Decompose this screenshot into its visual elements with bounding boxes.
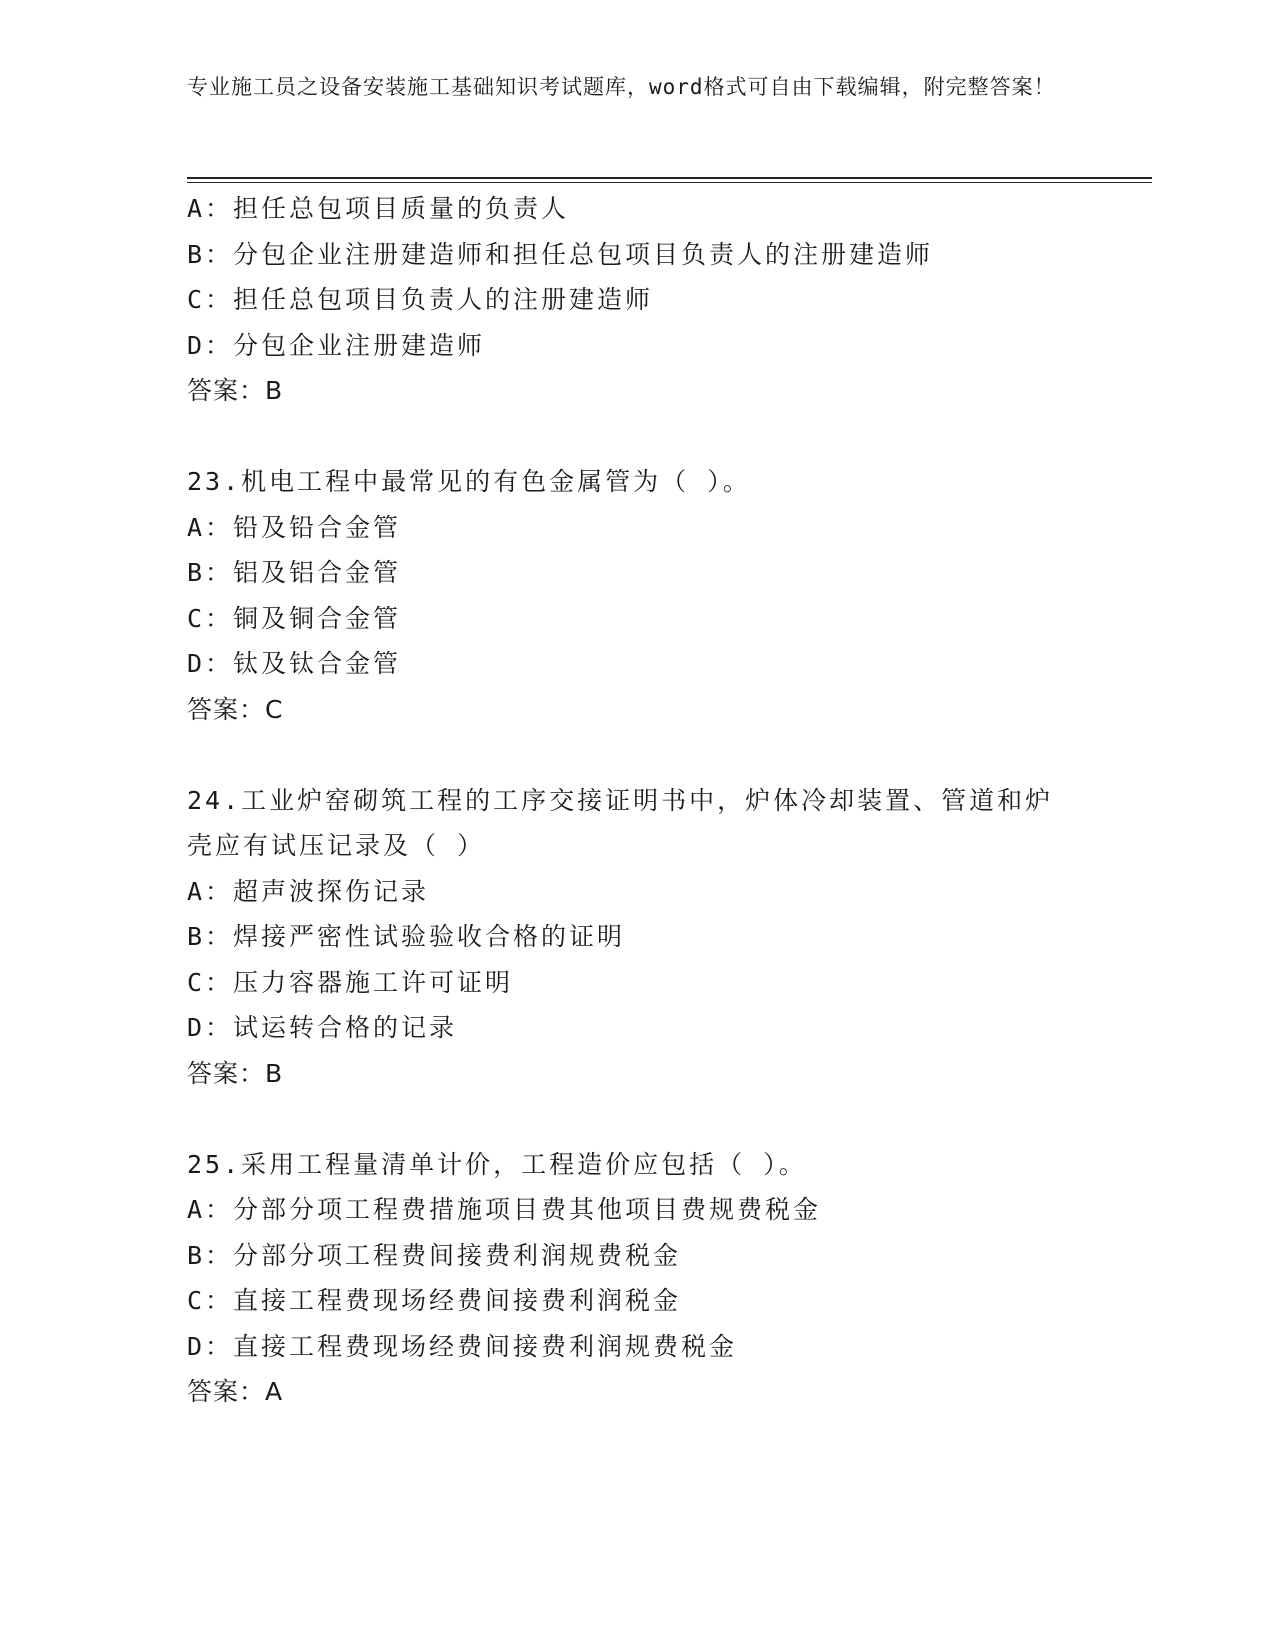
answer: 答案：C <box>187 694 284 724</box>
question-25 <box>187 1142 1087 1415</box>
answer: 答案：B <box>187 1058 284 1088</box>
option-b: B：焊接严密性试验验收合格的证明 <box>187 922 626 951</box>
question-24 <box>187 778 1087 1097</box>
option-c: C：直接工程费现场经费间接费利润税金 <box>187 1286 682 1315</box>
option-a: A：担任总包项目质量的负责人 <box>187 194 570 223</box>
spacer <box>187 732 1087 778</box>
option-c: C：铜及铜合金管 <box>187 603 402 633</box>
question-text-line-1: 24.工业炉窑砌筑工程的工序交接证明书中，炉体冷却装置、管道和炉 <box>187 785 1054 815</box>
option-c: C：担任总包项目负责人的注册建造师 <box>187 285 654 314</box>
option-a: A：超声波探伤记录 <box>187 876 430 906</box>
spacer <box>187 414 1087 460</box>
question-text: 23.机电工程中最常见的有色金属管为（ ）。 <box>187 467 751 496</box>
option-d: D：试运转合格的记录 <box>187 1013 458 1042</box>
answer: 答案：B <box>187 376 284 405</box>
option-b: B：分包企业注册建造师和担任总包项目负责人的注册建造师 <box>187 239 934 269</box>
question-23 <box>187 459 1087 732</box>
header-divider-thin <box>187 182 1152 183</box>
question-text: 25.采用工程量清单计价，工程造价应包括（ ）。 <box>187 1149 807 1179</box>
option-a: A：分部分项工程费措施项目费其他项目费规费税金 <box>187 1195 822 1224</box>
option-b: B：铝及铝合金管 <box>187 558 402 587</box>
question-22 <box>187 186 1087 414</box>
option-d: D：直接工程费现场经费间接费利润规费税金 <box>187 1331 738 1361</box>
header-divider-thick <box>187 177 1152 179</box>
option-b: B：分部分项工程费间接费利润规费税金 <box>187 1240 682 1270</box>
answer: 答案：A <box>187 1377 284 1406</box>
question-list <box>187 186 1087 1415</box>
option-a: A：铅及铅合金管 <box>187 512 402 542</box>
spacer <box>187 1096 1087 1142</box>
question-text-line-2: 壳应有试压记录及（ ） <box>187 831 486 860</box>
option-d: D：钛及钛合金管 <box>187 649 402 678</box>
document-header: 专业施工员之设备安装施工基础知识考试题库，word格式可自由下载编辑，附完整答案！ <box>187 75 1056 99</box>
option-d: D：分包企业注册建造师 <box>187 330 486 360</box>
option-c: C：压力容器施工许可证明 <box>187 967 514 997</box>
